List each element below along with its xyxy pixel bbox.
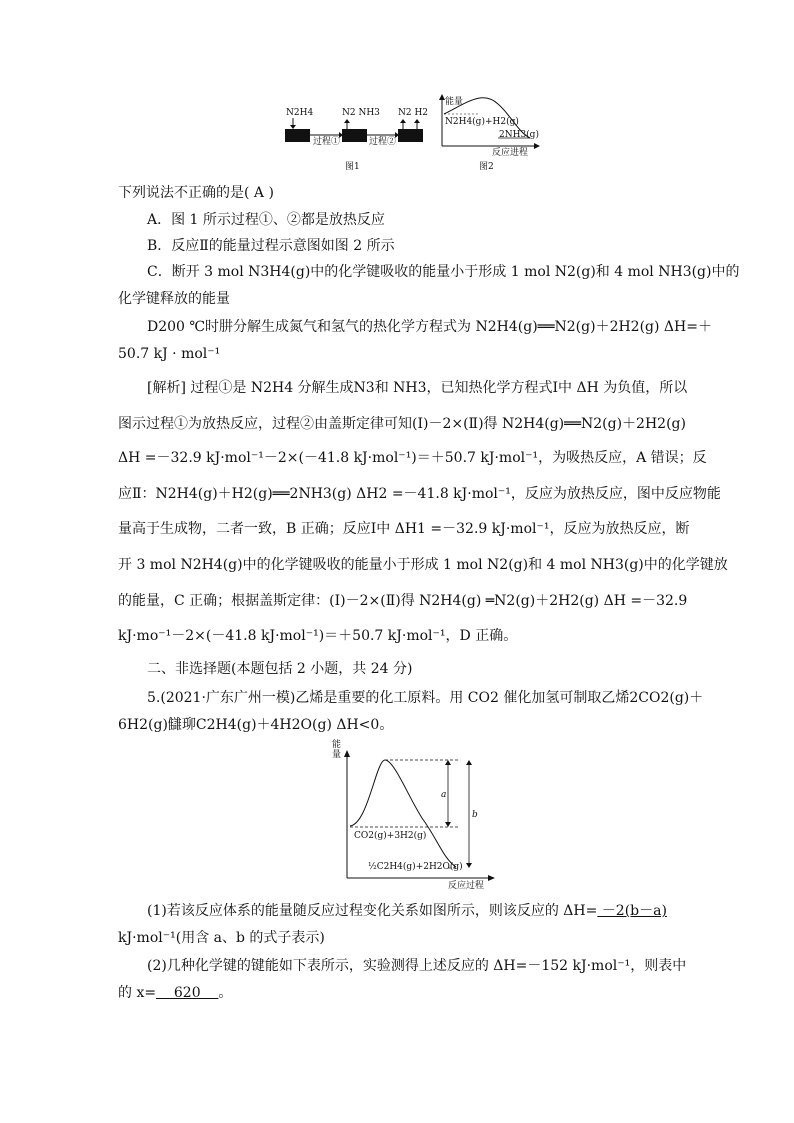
- option-b: B．反应Ⅱ的能量过程示意图如图 2 所示: [147, 238, 395, 254]
- fig2-ylabel: 能量: [445, 97, 464, 107]
- fig3-label-a: a: [441, 790, 447, 800]
- fig2-product: 2NH3(g): [499, 130, 539, 140]
- option-d-line-2: 50.7 kJ · mol⁻¹: [118, 346, 221, 362]
- sub-question-2: (2)几种化学键的键能如下表所示，实验测得上述反应的 ΔH=－152 kJ·mol⁻¹，则表中: [147, 958, 687, 974]
- option-d-line-1: D200 ℃时肼分解生成氮气和氢气的热化学方程式为 N2H4(g)══N2(g)＋2H2(g) ΔH=＋: [147, 319, 712, 335]
- fig3-xlabel: 反应过程: [448, 881, 485, 891]
- sub-question-2-answer: 620: [156, 985, 219, 1001]
- analysis-line-6: 开 3 mol N2H4(g)中的化学键吸收的能量小于形成 1 mol N2(g)和 4 mol NH3(g)中的化学键放: [118, 557, 728, 573]
- sub-question-1-line-2: kJ·mol⁻¹(用含 a、b 的式子表示): [118, 930, 325, 946]
- analysis-line-5: 量高于生成物，二者一致，B 正确；反应Ⅰ中 ΔH1 =－32.9 kJ·mol⁻¹，反应为放热反应，断: [118, 521, 690, 537]
- fig2-xlabel: 反应进程: [492, 148, 529, 158]
- fig1-block-2: [342, 129, 367, 142]
- question-prompt: 下列说法不正确的是( A ): [118, 185, 274, 201]
- fig3-curve: [350, 760, 456, 867]
- figure-2: [438, 94, 548, 174]
- question-5-line-1: 5.(2021·广东广州一模)乙烯是重要的化工原料。用 CO2 催化加氢可制取乙烯2CO2(g)＋: [147, 690, 704, 706]
- fig1-process-1: 过程①: [313, 137, 341, 147]
- analysis-line-2: 图示过程①为放热反应，过程②由盖斯定律可知(Ⅰ)－2×(Ⅱ)得 N2H4(g)══N2(g)＋2H2(g): [118, 416, 686, 432]
- fig3-product: ½C2H4(g)+2H2O(g): [368, 862, 463, 872]
- analysis-line-3: ΔH =－32.9 kJ·mol⁻¹－2×(－41.8 kJ·mol⁻¹)＝＋50.7 kJ·mol⁻¹，为吸热反应，A 错误；反: [118, 450, 707, 466]
- fig1-label-n2-nh3: N2 NH3: [342, 108, 380, 118]
- fig3-ylabel: 能量: [332, 740, 342, 760]
- fig2-caption: 图2: [479, 162, 494, 172]
- sub-question-2-suffix: 。: [218, 985, 233, 1001]
- fig1-block-3: [398, 129, 423, 142]
- option-c-line-1: C．断开 3 mol N3H4(g)中的化学键吸收的能量小于形成 1 mol N2(g)和 4 mol NH3(g)中的: [147, 264, 740, 280]
- figure-1: [284, 106, 434, 176]
- sub-question-1: [147, 902, 667, 920]
- question-5-line-2: 6H2(g)讎珋C2H4(g)＋4H2O(g) ΔH<0。: [118, 717, 394, 733]
- sub-question-2-prefix: 的 x=: [118, 985, 157, 1001]
- analysis-line-7: 的能量，C 正确；根据盖斯定律：(Ⅰ)－2×(Ⅱ)得 N2H4(g) ═N2(g)＋2H2(g) ΔH =－32.9: [118, 593, 688, 609]
- sub-question-1-answer: －2(b－a): [597, 903, 667, 919]
- analysis-line-1: [解析] 过程①是 N2H4 分解生成N3和 NH3，已知热化学方程式Ⅰ中 ΔH 为负值，所以: [147, 380, 688, 396]
- figure-3: [328, 738, 498, 894]
- fig1-label-n2h4: N2H4: [286, 108, 314, 118]
- sub-question-2-line-2: [118, 984, 232, 1002]
- analysis-line-4: 应Ⅱ：N2H4(g)＋H2(g)══2NH3(g) ΔH2 =－41.8 kJ·mol⁻¹，反应为放热反应，图中反应物能: [118, 486, 721, 502]
- sub-question-1-text: (1)若该反应体系的能量随反应过程变化关系如图所示，则该反应的 ΔH=: [147, 903, 598, 919]
- fig3-reactant: CO2(g)+3H2(g): [354, 831, 427, 841]
- analysis-line-8: kJ·mo⁻¹－2×(－41.8 kJ·mol⁻¹)＝＋50.7 kJ·mol⁻¹，D 正确。: [118, 628, 518, 644]
- fig1-label-n2-h2: N2 H2: [398, 108, 429, 118]
- fig1-caption: 图1: [345, 162, 360, 172]
- option-a: A．图 1 所示过程①、②都是放热反应: [147, 212, 385, 228]
- fig2-reactant: N2H4(g)+H2(g): [445, 117, 519, 127]
- fig1-process-2: 过程②: [369, 137, 397, 147]
- fig1-block-1: [285, 129, 310, 142]
- fig1-diagram: [284, 118, 434, 158]
- option-c-line-2: 化学键释放的能量: [118, 291, 230, 307]
- section-heading: 二、非选择题(本题包括 2 小题，共 24 分): [147, 661, 413, 677]
- fig3-label-b: b: [472, 810, 478, 820]
